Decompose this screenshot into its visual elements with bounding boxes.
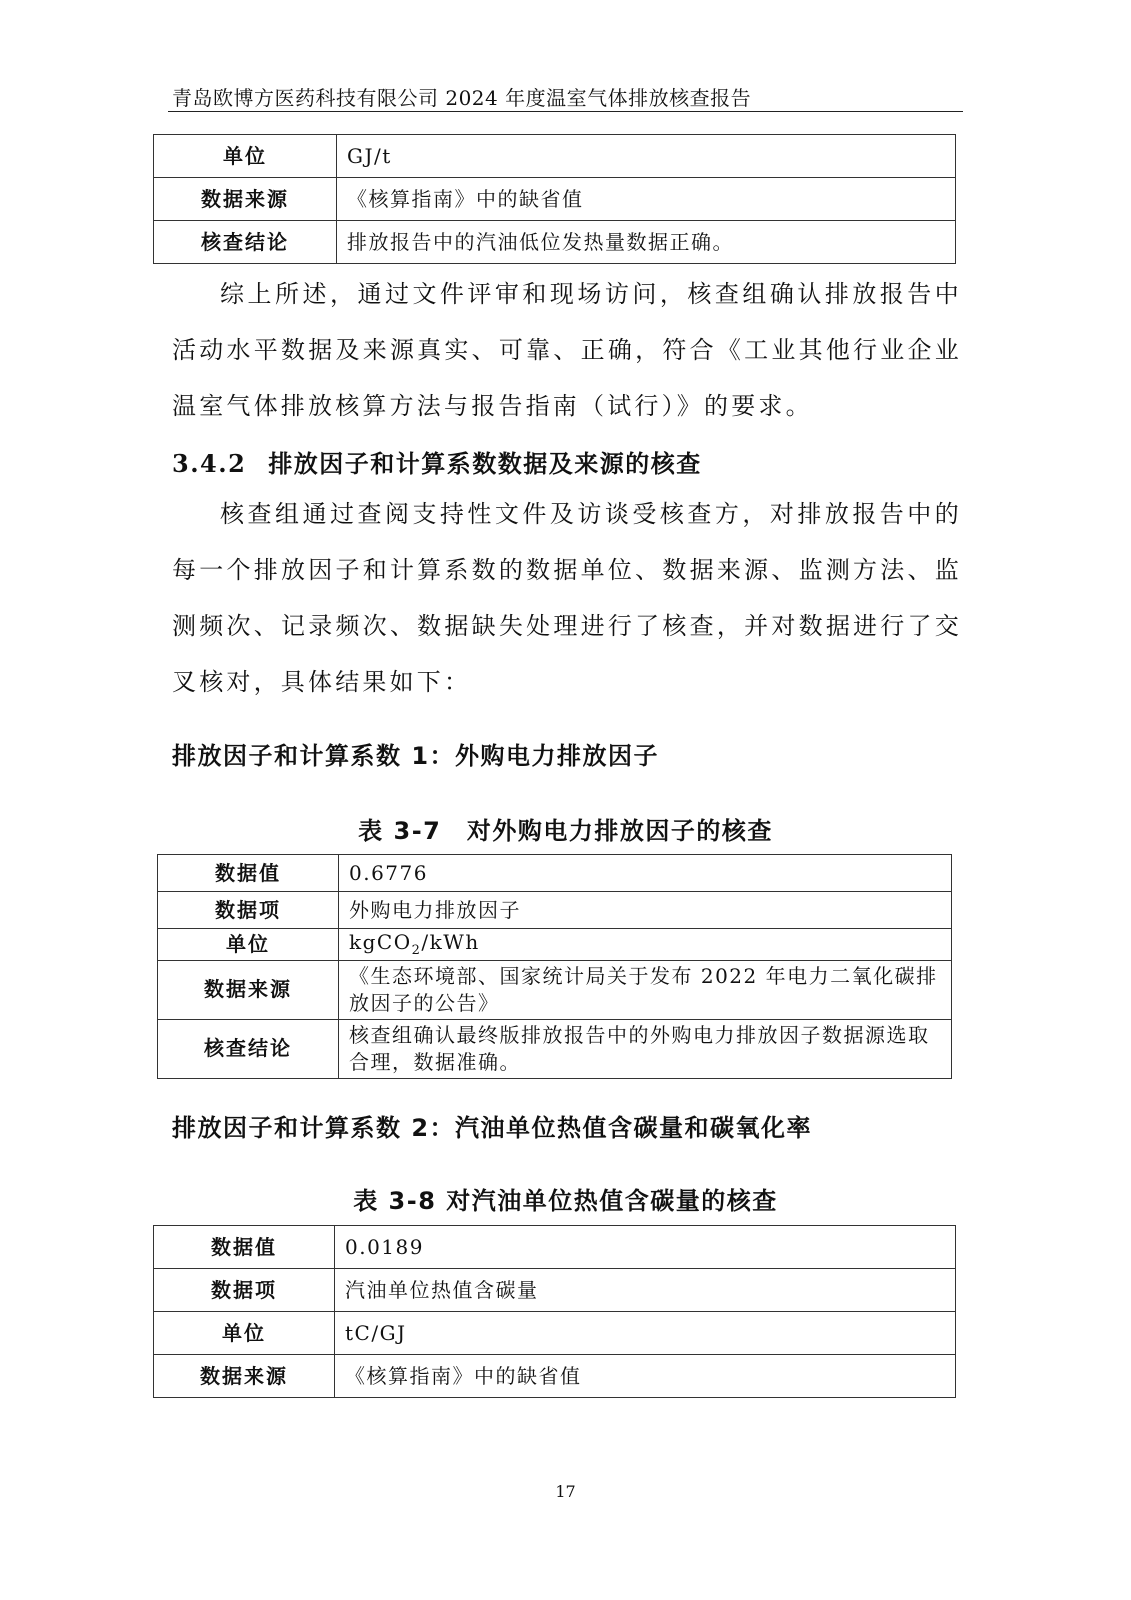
row-key: 单位 [158, 929, 339, 961]
unit-prefix: kgCO [349, 930, 412, 954]
row-value: 《生态环境部、国家统计局关于发布 2022 年电力二氧化碳排放因子的公告》 [339, 960, 952, 1019]
page-number: 17 [555, 1482, 576, 1501]
summary-paragraph [172, 266, 962, 434]
table-top-continuation [153, 134, 956, 264]
table-row [154, 178, 956, 221]
table-row [158, 855, 952, 892]
row-value: 《核算指南》中的缺省值 [335, 1355, 956, 1398]
running-header: 青岛欧博方医药科技有限公司 2024 年度温室气体排放核查报告 [172, 86, 752, 110]
unit-subscript: 2 [411, 943, 422, 958]
table-3-7-caption: 表 3-7 对外购电力排放因子的核查 [358, 817, 773, 845]
row-value: 《核算指南》中的缺省值 [337, 178, 956, 221]
row-key: 数据项 [154, 1269, 335, 1312]
row-value [339, 929, 952, 961]
table-row [158, 892, 952, 929]
table-row [154, 1226, 956, 1269]
table-row [154, 1312, 956, 1355]
row-key: 数据项 [158, 892, 339, 929]
section-heading [172, 444, 702, 479]
intro-paragraph [172, 486, 962, 710]
table-row [158, 1019, 952, 1078]
row-value: GJ/t [337, 135, 956, 178]
row-value: 0.6776 [339, 855, 952, 892]
table-row [158, 929, 952, 961]
unit-suffix: /kWh [421, 930, 480, 954]
row-key: 数据来源 [154, 1355, 335, 1398]
row-key: 数据值 [154, 1226, 335, 1269]
table-3-8 [153, 1225, 956, 1398]
row-value: 排放报告中的汽油低位发热量数据正确。 [337, 221, 956, 264]
table-row [154, 1355, 956, 1398]
summary-paragraph-text: 综上所述，通过文件评审和现场访问，核查组确认排放报告中活动水平数据及来源真实、可靠、正确，符合《工业其他行业企业温室气体排放核算方法与报告指南（试行）》的要求。 [172, 280, 962, 420]
section-title: 排放因子和计算系数数据及来源的核查 [268, 450, 702, 478]
row-value: 0.0189 [335, 1226, 956, 1269]
row-key: 核查结论 [158, 1019, 339, 1078]
table-3-8-caption: 表 3-8 对汽油单位热值含碳量的核查 [353, 1187, 778, 1215]
row-key: 单位 [154, 135, 337, 178]
factor2-heading: 排放因子和计算系数 2：汽油单位热值含碳量和碳氧化率 [172, 1114, 813, 1142]
row-value: 汽油单位热值含碳量 [335, 1269, 956, 1312]
table-row [154, 221, 956, 264]
table-row [154, 135, 956, 178]
row-key: 数据来源 [154, 178, 337, 221]
table-row [154, 1269, 956, 1312]
row-value: tC/GJ [335, 1312, 956, 1355]
row-key: 数据来源 [158, 960, 339, 1019]
header-rule [168, 111, 963, 112]
intro-paragraph-text: 核查组通过查阅支持性文件及访谈受核查方，对排放报告中的每一个排放因子和计算系数的数据单位、数据来源、监测方法、监测频次、记录频次、数据缺失处理进行了核查，并对数据进行了交叉核对，具体结果如下： [172, 500, 962, 696]
section-number: 3.4.2 [172, 449, 247, 478]
factor1-heading: 排放因子和计算系数 1：外购电力排放因子 [172, 742, 660, 770]
row-value: 核查组确认最终版排放报告中的外购电力排放因子数据源选取合理，数据准确。 [339, 1019, 952, 1078]
row-key: 单位 [154, 1312, 335, 1355]
row-key: 数据值 [158, 855, 339, 892]
table-3-7 [157, 854, 952, 1079]
row-key: 核查结论 [154, 221, 337, 264]
table-row [158, 960, 952, 1019]
row-value: 外购电力排放因子 [339, 892, 952, 929]
